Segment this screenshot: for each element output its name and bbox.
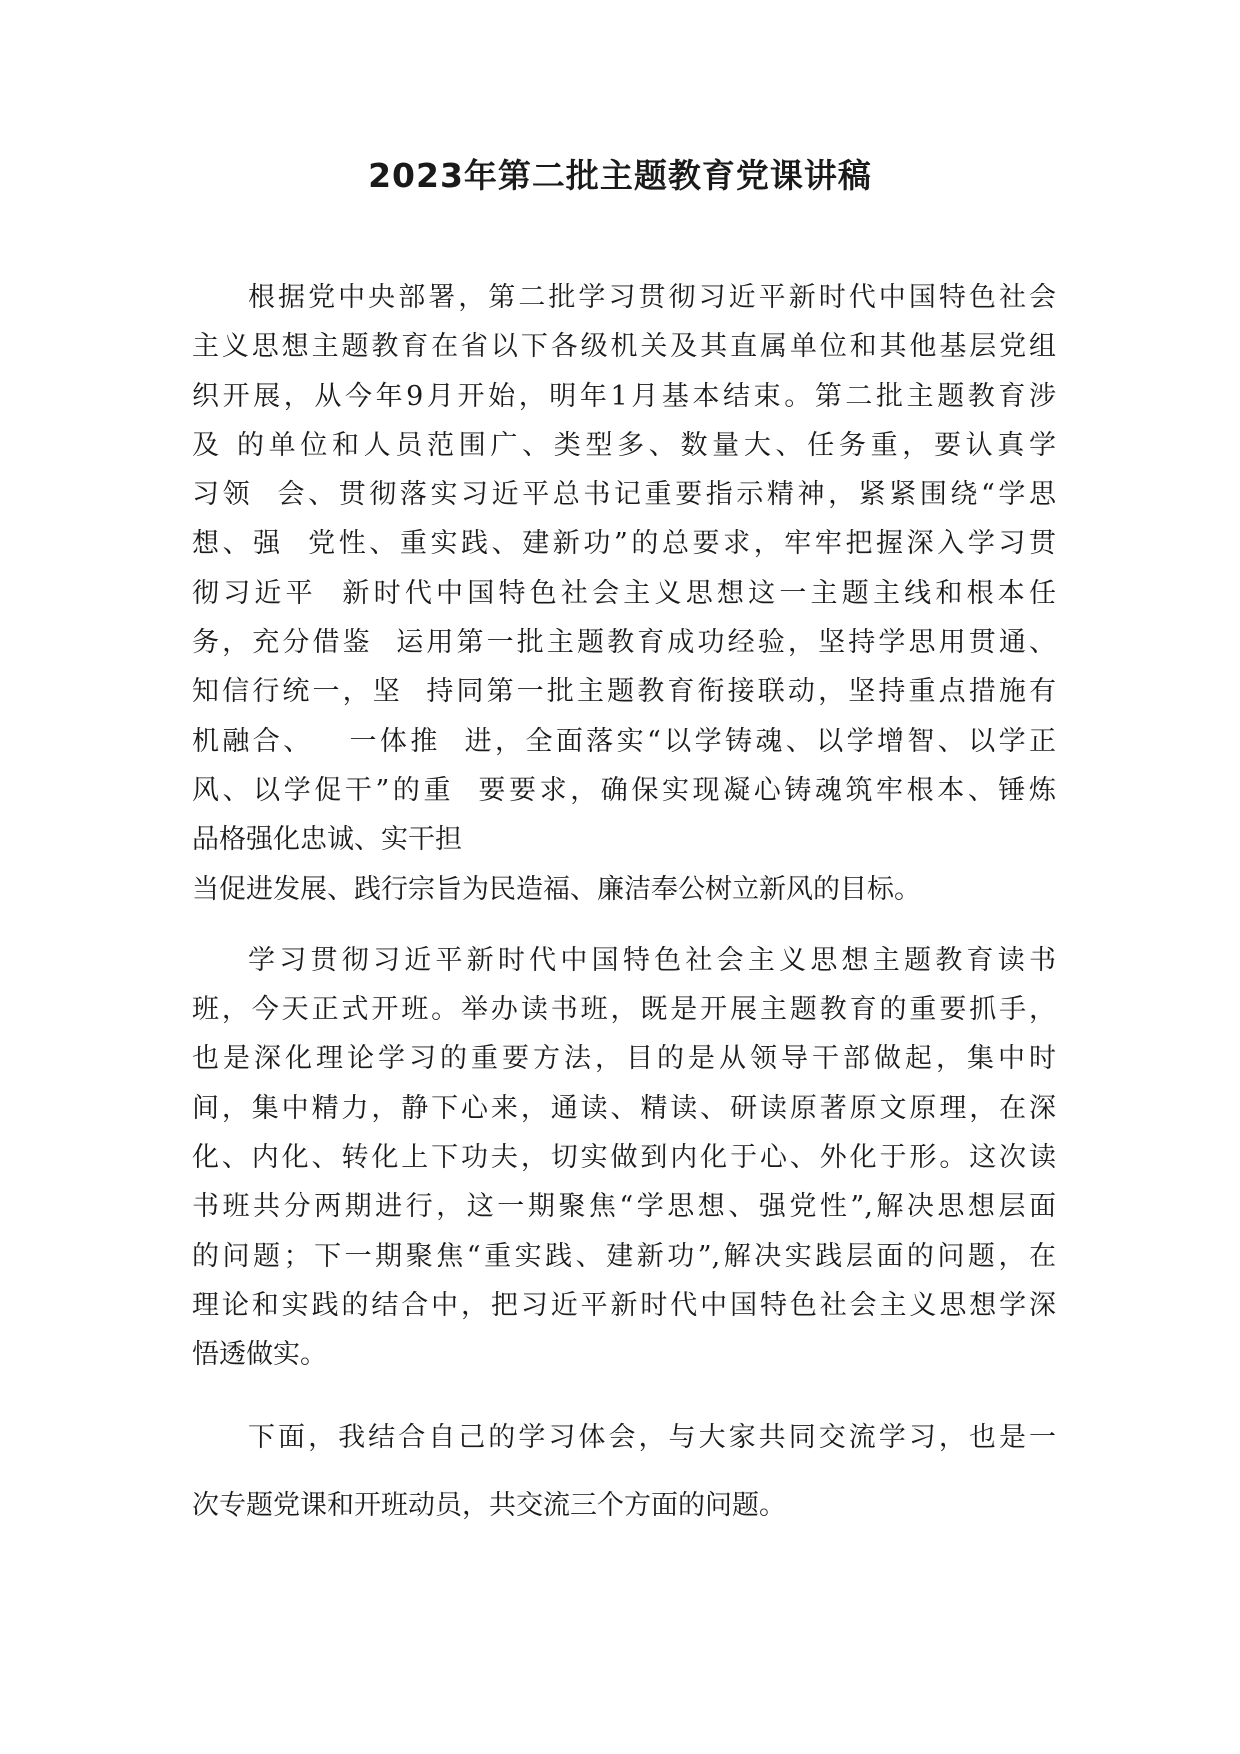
paragraph-line: 学习贯彻习近平新时代中国特色社会主义思想主题教育读书 [248,944,1056,976]
paragraph-1 [192,273,1056,914]
paragraph-line: 织开展，从今年9月开始，明年1月基本结束。第二批主题教育涉 [192,380,1056,412]
paragraph-line: 也是深化理论学习的重要方法，目的是从领导干部做起，集中时 [192,1043,1056,1075]
document-body [192,273,1056,1540]
paragraph-line: 及 的单位和人员范围广、类型多、数量大、任务重，要认真学 [192,429,1056,461]
paragraph-spacer [192,1380,1056,1404]
paragraph-line: 悟透做实。 [192,1339,327,1371]
paragraph-line: 习领 会、贯彻落实习近平总书记重要指示精神，紧紧围绕“学思 [192,479,1056,511]
paragraph-line: 品格强化忠诚、实干担 [192,824,462,856]
paragraph-line: 当促进发展、践行宗旨为民造福、廉洁奉公树立新风的目标。 [192,873,921,905]
paragraph-line: 主义思想主题教育在省以下各级机关及其直属单位和其他基层党组 [192,331,1056,363]
paragraph-3 [192,1404,1056,1540]
paragraph-line: 想、强 党性、重实践、建新功”的总要求，牢牢把握深入学习贯 [192,528,1056,560]
paragraph-line: 理论和实践的结合中，把习近平新时代中国特色社会主义思想学深 [192,1289,1056,1321]
paragraph-line: 书班共分两期进行，这一期聚焦“学思想、强党性”,解决思想层面 [192,1191,1056,1223]
paragraph-line: 机融合、 一体推 进，全面落实“以学铸魂、以学增智、以学正 [192,725,1056,757]
paragraph-line: 知信行统一，坚 持同第一批主题教育衔接联动，坚持重点措施有 [192,676,1056,708]
paragraph-line: 次专题党课和开班动员，共交流三个方面的问题。 [192,1489,786,1521]
document-title: 2023年第二批主题教育党课讲稿 [368,156,872,195]
paragraph-line: 班，今天正式开班。举办读书班，既是开展主题教育的重要抓手， [192,994,1056,1026]
paragraph-line: 务，充分借鉴 运用第一批主题教育成功经验，坚持学思用贯通、 [192,627,1056,659]
paragraph-line: 彻习近平 新时代中国特色社会主义思想这一主题主线和根本任 [192,577,1056,609]
paragraph-line: 根据党中央部署，第二批学习贯彻习近平新时代中国特色社会 [248,282,1056,313]
paragraph-line: 风、以学促干”的重 要要求，确保实现凝心铸魂筑牢根本、锤炼 [192,774,1056,806]
paragraph-line: 化、内化、转化上下功夫，切实做到内化于心、外化于形。这次读 [192,1142,1056,1174]
paragraph-line: 间，集中精力，静下心来，通读、精读、研读原著原文原理，在深 [192,1092,1056,1124]
paragraph-spacer [192,914,1056,936]
paragraph-2 [192,936,1056,1380]
paragraph-line: 的问题；下一期聚焦“重实践、建新功”,解决实践层面的问题，在 [192,1240,1056,1272]
paragraph-line: 下面，我结合自己的学习体会，与大家共同交流学习，也是一 [248,1421,1056,1453]
